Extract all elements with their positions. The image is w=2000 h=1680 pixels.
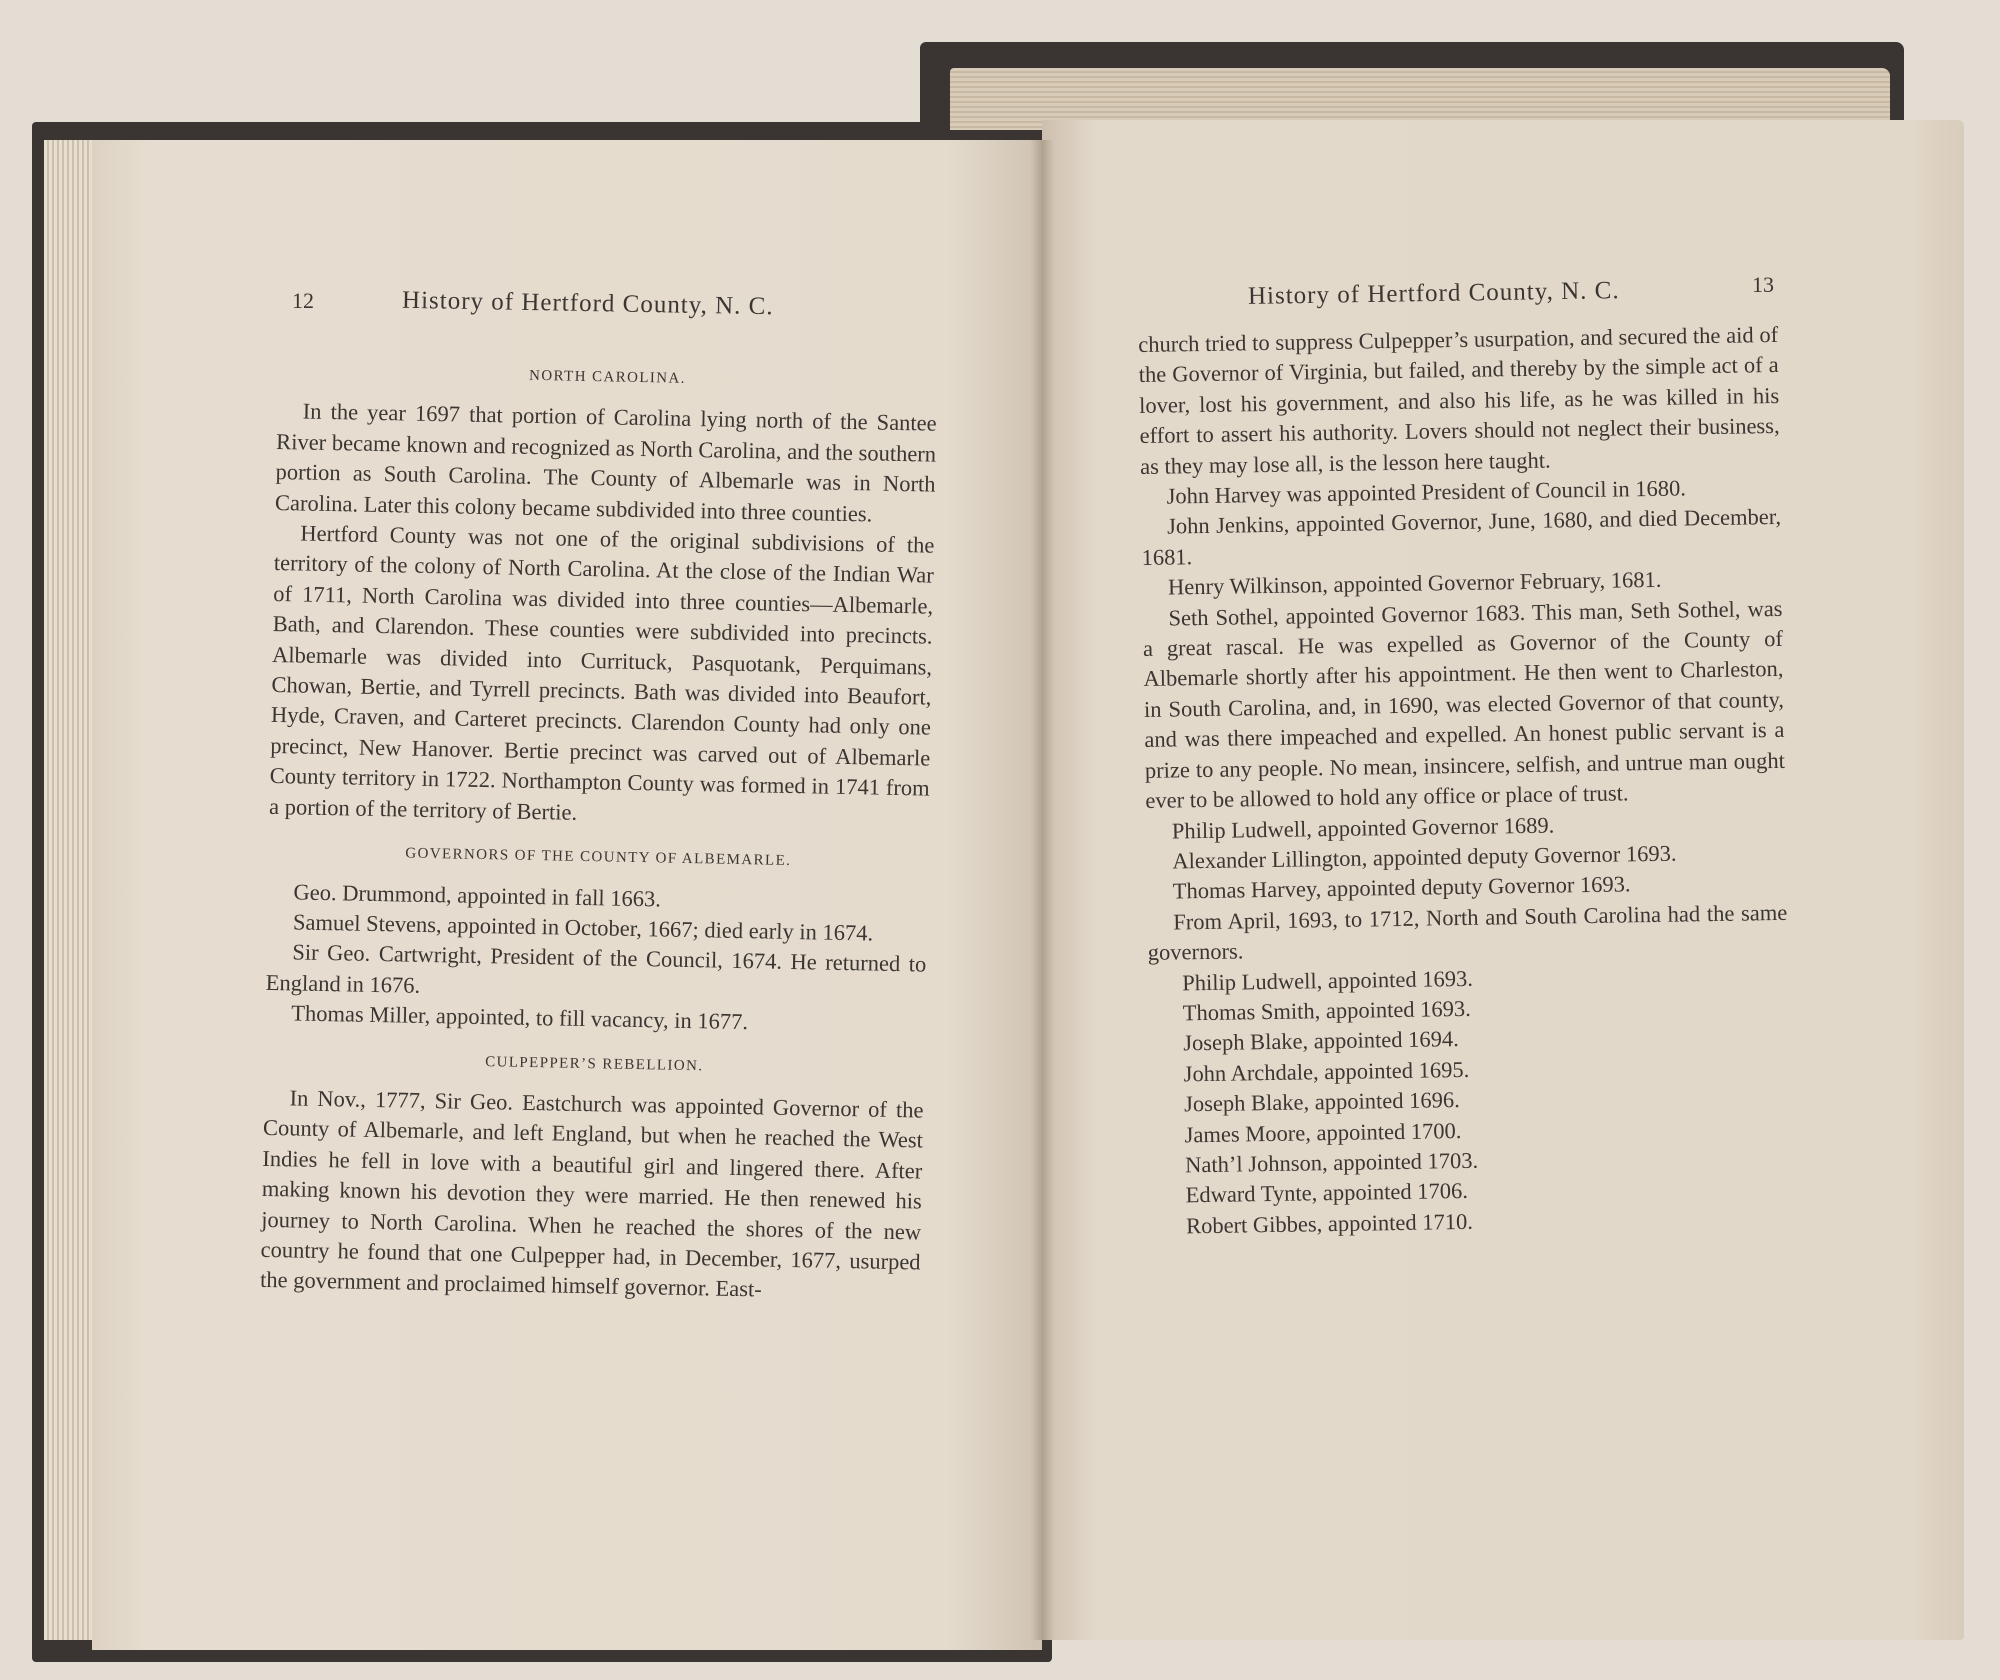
left-page-number: 12	[292, 288, 314, 313]
paragraph: John Jenkins, appointed Governor, June, 1680, and died December, 1681.	[1141, 504, 1782, 570]
paragraph: In Nov., 1777, Sir Geo. Eastchurch was appointed Governor of the County of Albemarle, and left England, but when he reached the West Indies he fell in love with a beautiful girl and lingered there. After making known his devotion they were married. He then renewed his journey to North Carolina. When he reached the shores of the new country he found that one Culpepper had, in December, 1677, usurped the government and proclaimed himself governor. East-	[259, 1085, 924, 1302]
paragraph: Geo. Drummond, appointed in fall 1663.	[293, 878, 662, 911]
left-page-edges	[44, 140, 94, 1640]
left-page-text	[260, 348, 938, 1308]
book-gutter	[1030, 140, 1054, 1640]
paragraph: John Harvey was appointed President of Council in 1680.	[1166, 475, 1687, 509]
paragraph: In the year 1697 that portion of Carolina lying north of the Santee River became known and recognized as North Carolina, and the southern portion as South Carolina. The County of Albemarle was in North Carolina. Later this colony became subdivided into three counties.	[274, 398, 937, 527]
section-heading-culpepper: CULPEPPER’S REBELLION.	[485, 1053, 704, 1074]
list-item: Joseph Blake, appointed 1696.	[1183, 1087, 1460, 1117]
paragraph: Seth Sothel, appointed Governor 1683. This man, Seth Sothel, was a great rascal. He was expelled as Governor of the County of Albemarle shortly after his appointment. He then went to Charleston, in South Carolina, and, in 1690, was elected Governor of that county, and was there impeached and expelled. An honest public servant is a prize to any people. No mean, insincere, selfish, and untrue man ought ever to be allowed to hold any office or place of trust.	[1142, 595, 1786, 814]
paragraph: Thomas Miller, appointed, to fill vacancy, in 1677.	[290, 1000, 749, 1035]
list-item: Joseph Blake, appointed 1694.	[1183, 1026, 1459, 1056]
right-page-number: 13	[1752, 272, 1774, 297]
paragraph: Thomas Harvey, appointed deputy Governor 1693.	[1172, 871, 1631, 904]
list-item: James Moore, appointed 1700.	[1184, 1117, 1462, 1147]
paragraph: Samuel Stevens, appointed in October, 1667; died early in 1674.	[292, 909, 874, 946]
paragraph: Henry Wilkinson, appointed Governor February, 1681.	[1167, 567, 1662, 600]
right-page-text	[1138, 320, 1792, 1242]
section-heading-north-carolina: NORTH CAROLINA.	[528, 367, 687, 387]
list-item: Philip Ludwell, appointed 1693.	[1182, 965, 1474, 995]
paragraph: Hertford County was not one of the original subdivisions of the territory of the colony of North Carolina. At the close of the Indian War of 1711, North Carolina was divided into three counties—Albemarle, Bath, and Clarendon. These counties were subdivided into precincts. Albemarle was divided into Currituck, Pasquotank, Perquimans, Chowan, Bertie, and Tyrrell precincts. Bath was divided into Beaufort, Hyde, Craven, and Carteret precincts. Clarendon County had only one precinct, New Hanover. Bertie precinct was carved out of Albemarle County territory in 1722. Northampton County was formed in 1741 from a portion of the territory of Bertie.	[268, 520, 935, 825]
list-item: Robert Gibbes, appointed 1710.	[1185, 1208, 1474, 1239]
list-item: Thomas Smith, appointed 1693.	[1182, 995, 1472, 1026]
left-running-head: History of Hertford County, N. C.	[401, 286, 774, 321]
list-item: John Archdale, appointed 1695.	[1183, 1056, 1470, 1087]
paragraph: Philip Ludwell, appointed Governor 1689.	[1171, 812, 1555, 844]
list-item: Edward Tynte, appointed 1706.	[1185, 1178, 1469, 1208]
paragraph: Alexander Lillington, appointed deputy Governor 1693.	[1172, 840, 1677, 874]
paragraph: From April, 1693, to 1712, North and South Carolina had the same governors.	[1147, 899, 1788, 966]
list-item: Nath’l Johnson, appointed 1703.	[1184, 1147, 1479, 1178]
paragraph: Sir Geo. Cartwright, President of the Council, 1674. He returned to England in 1676.	[265, 939, 927, 998]
paragraph: church tried to suppress Culpepper’s usurpation, and secured the aid of the Governor of Virginia, but failed, and thereby by the simple act of a lover, lost his government, and also his life, as he was killed in his effort to assert his authority. Lovers should not neglect their business, as they may lose all, is the lesson here taught.	[1138, 321, 1780, 479]
section-heading-governors: GOVERNORS OF THE COUNTY OF ALBEMARLE.	[405, 845, 792, 870]
right-running-head: History of Hertford County, N. C.	[1247, 277, 1620, 310]
